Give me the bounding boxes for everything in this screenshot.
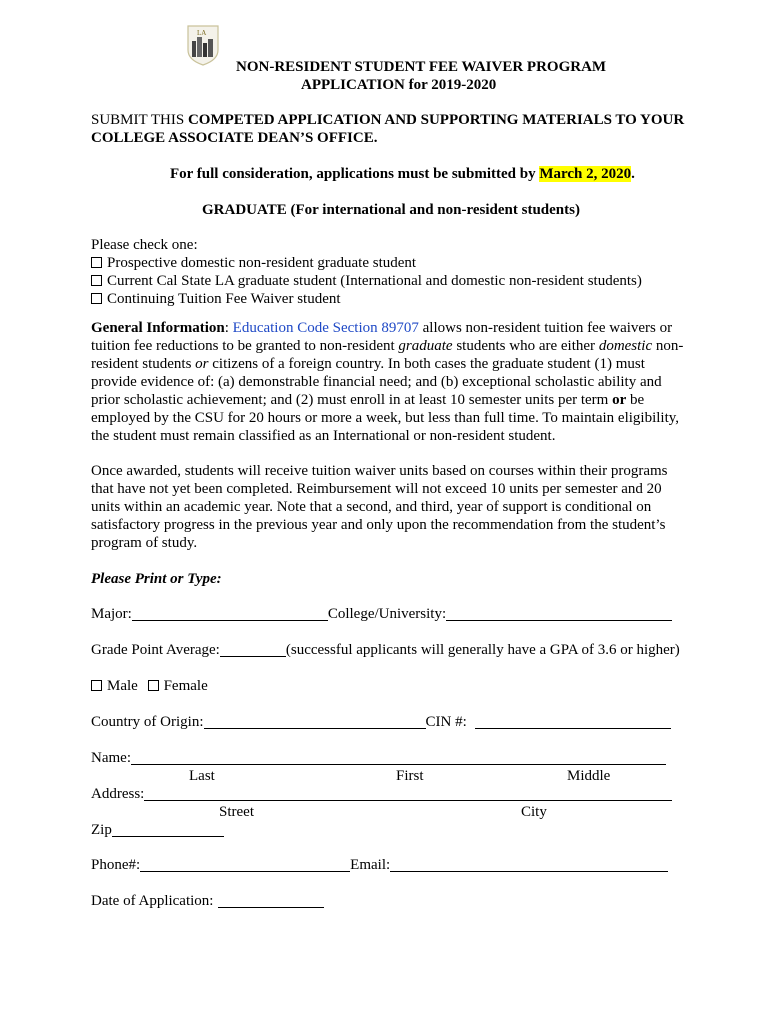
option-continuing[interactable] [91,290,341,308]
general-line5: prior scholastic achievement; and (2) must enroll in at least 10 semester units per term [91,392,613,408]
general-line6: employed by the CSU for 20 hours or more a week, but less than full time. To maintain eligibility, [91,410,680,426]
gender-row [91,677,208,695]
awarded-paragraph [91,462,691,552]
cin-field[interactable] [475,714,671,729]
general-line4: provide evidence of: (a) demonstrable financial need; and (b) exceptional scholastic ability and [91,374,662,390]
female-label: Female [163,678,208,694]
general-domestic-italic: domestic [598,338,653,354]
awarded-line2: that have not yet been completed. Reimbursement will not exceed 10 units per semester and 20 [91,481,662,497]
phone-field[interactable] [140,857,350,872]
checkbox[interactable] [91,257,102,268]
option-label: Current Cal State LA graduate student (International and domestic non-resident students) [107,273,642,289]
zip-row [91,821,224,839]
general-info-label: General Information [91,320,225,336]
awarded-line5: program of study. [91,535,198,551]
general-or-bold: or [612,392,627,408]
option-prospective[interactable] [91,254,416,272]
awarded-line3: units within an academic year. Note that a second, and third, year of support is conditional on [91,499,652,515]
submit-bold-line1: COMPETED APPLICATION AND SUPPORTING MATERIALS TO YOUR [187,112,685,128]
date-label: Date of Application: [91,893,214,909]
name-row [91,749,666,767]
submit-bold-line2: COLLEGE ASSOCIATE DEAN’S OFFICE. [91,130,378,146]
major-label: Major: [91,606,132,622]
checkbox[interactable] [91,275,102,286]
option-current[interactable] [91,272,642,290]
general-line2c: non- [652,338,684,354]
general-colon: : [224,320,233,336]
general-line2a: tuition fee reductions to be granted to non-resident [91,338,399,354]
college-field[interactable] [446,606,672,621]
email-label: Email: [350,857,391,873]
gpa-note: (successful applicants will generally have a GPA of 3.6 or higher) [285,642,680,658]
gpa-row [91,641,680,659]
option-label: Continuing Tuition Fee Waiver student [107,291,341,307]
gpa-label: Grade Point Average: [91,642,220,658]
graduate-heading: GRADUATE (For international and non-resident students) [202,202,580,218]
name-last-caption: Last [189,768,215,784]
print-heading: Please Print or Type: [91,571,222,587]
address-label: Address: [91,786,145,802]
deadline-notice [170,165,635,183]
address-field[interactable] [144,786,672,801]
general-line1-text: allows non-resident tuition fee waivers or [418,320,673,336]
option-label: Prospective domestic non-resident graduate student [107,255,417,271]
deadline-end: . [631,166,635,182]
date-row [91,892,324,910]
phone-label: Phone#: [91,857,141,873]
email-field[interactable] [390,857,668,872]
university-logo [186,24,220,66]
male-checkbox[interactable] [91,680,102,691]
gpa-field[interactable] [220,642,286,657]
general-or-italic: or [195,356,209,372]
submit-instructions [91,111,684,147]
name-middle-caption: Middle [567,768,611,784]
zip-field[interactable] [112,822,224,837]
female-checkbox[interactable] [148,680,159,691]
zip-label: Zip [91,822,112,838]
submit-prefix: SUBMIT THIS [91,112,188,128]
general-information-paragraph [91,319,691,445]
country-label: Country of Origin: [91,714,204,730]
college-label: College/University: [327,606,447,622]
checkbox[interactable] [91,293,102,304]
document-title: NON-RESIDENT STUDENT FEE WAIVER PROGRAM [236,59,607,75]
major-field[interactable] [132,606,328,621]
address-city-caption: City [521,804,547,820]
general-line7: the student must remain classified as an International or non-resident student. [91,428,556,444]
major-row [91,605,672,623]
name-label: Name: [91,750,131,766]
check-prompt: Please check one: [91,237,198,253]
address-row [91,785,672,803]
education-code-link[interactable]: Education Code Section 89707 [232,320,419,336]
general-line5b: be [626,392,645,408]
deadline-date: March 2, 2020 [539,166,632,182]
general-line2b: students who are either [452,338,599,354]
general-line3a: resident students [91,356,196,372]
general-graduate-italic: graduate [398,338,453,354]
phone-row [91,856,668,874]
deadline-text: For full consideration, applications must be submitted by [170,166,540,182]
awarded-line4: satisfactory progress in the previous year and only upon the recommendation from the student’s [91,517,666,533]
general-line3b: citizens of a foreign country. In both cases the graduate student (1) must [208,356,645,372]
document-subtitle: APPLICATION for 2019-2020 [301,77,497,93]
awarded-line1: Once awarded, students will receive tuition waiver units based on courses within their programs [91,463,668,479]
cin-label: CIN #: [425,714,467,730]
date-field[interactable] [218,893,324,908]
name-first-caption: First [396,768,424,784]
country-row [91,713,671,731]
male-label: Male [107,678,138,694]
name-field[interactable] [131,750,666,765]
address-street-caption: Street [219,804,254,820]
country-field[interactable] [204,714,426,729]
logo-text: LA [197,29,207,37]
